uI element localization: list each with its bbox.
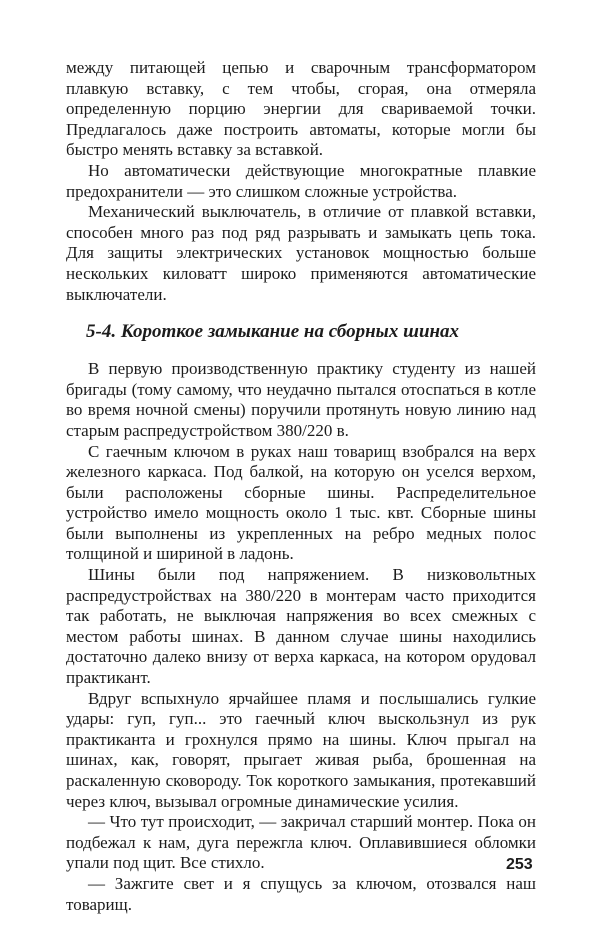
page-number: 253 [506, 856, 533, 873]
book-page-text [66, 58, 536, 915]
paragraph: Шины были под напряжением. В низковольтных распредустройствах на 380/220 в монтерам часто приходится так работать, не выключая напряжения во всех смежных с местом работы шинах. В данном случае шины находились достаточно далеко внизу от верха каркаса, на котором орудовал практикант. [66, 565, 536, 688]
paragraph: — Зажгите свет и я спущусь за ключом, отозвался наш товарищ. [66, 873, 536, 914]
paragraph: С гаечным ключом в руках наш товарищ взобрался на верх железного каркаса. Под балкой, на которую он уселся верхом, были расположены сборные шины. Распределительное устройство имело мощность около 1 тыс. квт. Сборные шины были выполнены из укрепленных на ребро медных полос толщиной и шириной в ладонь. [66, 441, 536, 564]
paragraph: между питающей цепью и сварочным трансформатором плавкую вставку, с тем чтобы, сгорая, она отмеряла определенную порцию энергии для свариваемой точки. Предлагалось даже построить автоматы, которые могли бы быстро менять вставку за вставкой. [66, 58, 536, 160]
paragraph: Механический выключатель, в отличие от плавкой вставки, способен много раз под ряд разрывать и замыкать цепь тока. Для защиты электрических установок мощностью больше нескольких киловатт широко применяются автоматические выключатели. [66, 202, 536, 304]
paragraph: — Что тут происходит, — закричал старший монтер. Пока он подбежал к нам, дуга пережгла ключ. Оплавившиеся обломки упали под щит. Все стихло. [66, 812, 536, 873]
paragraph: Но автоматически действующие многократные плавкие предохранители — это слишком сложные устройства. [66, 160, 536, 201]
paragraph: В первую производственную практику студенту из нашей бригады (тому самому, что неудачно пытался отоспаться в котле во время ночной смены) поручили протянуть новую линию над старым распредустройством 380/220 в. [66, 359, 536, 440]
section-heading: 5-4. Короткое замыкание на сборных шинах [86, 321, 460, 343]
paragraph: Вдруг вспыхнуло ярчайшее пламя и послышались гулкие удары: гуп, гуп... это гаечный ключ выскользнул из рук практиканта и грохнулся прямо на шины. Ключ прыгал на шинах, как, говорят, прыгает живая рыба, брошенная на раскаленную сковороду. Ток короткого замыкания, протекавший через ключ, вызывал огромные динамические усилия. [66, 688, 536, 811]
